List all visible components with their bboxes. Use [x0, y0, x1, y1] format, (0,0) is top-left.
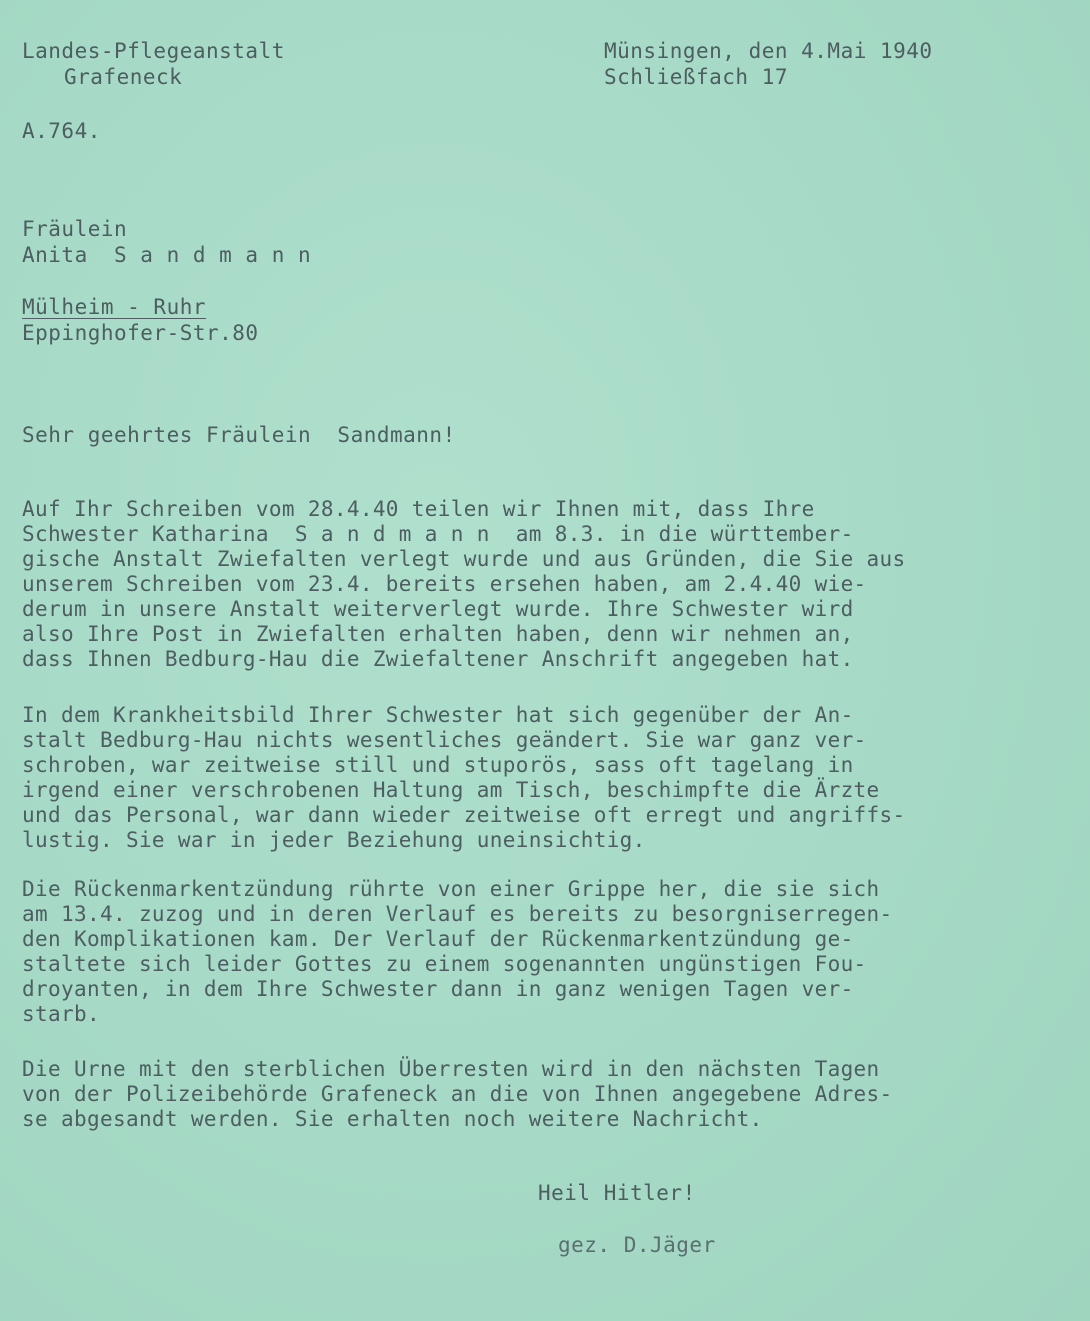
paragraph-line: dass Ihnen Bedburg-Hau die Zwiefaltener Anschrift angegeben hat.	[22, 647, 854, 671]
paragraph-line: derum in unsere Anstalt weiterverlegt wurde. Ihre Schwester wird	[22, 597, 854, 621]
paragraph-line: unserem Schreiben vom 23.4. bereits ersehen haben, am 2.4.40 wie-	[22, 572, 867, 596]
paragraph-line: und das Personal, war dann wieder zeitweise oft erregt und angriffs-	[22, 803, 906, 827]
paragraph-line: Die Rückenmarkentzündung rührte von einer Grippe her, die sie sich	[22, 877, 880, 901]
paragraph-line: von der Polizeibehörde Grafeneck an die von Ihnen angegebene Adres-	[22, 1082, 893, 1106]
paragraph-line: gische Anstalt Zwiefalten verlegt wurde und aus Gründen, die Sie aus	[22, 547, 906, 571]
paragraph-line: stalt Bedburg-Hau nichts wesentliches geändert. Sie war ganz ver-	[22, 728, 867, 752]
sender-line-2: Grafeneck	[64, 65, 183, 89]
paragraph-line: staltete sich leider Gottes zu einem sogenannten ungünstigen Fou-	[22, 952, 867, 976]
recipient-title: Fräulein	[22, 217, 128, 241]
recipient-street: Eppinghofer-Str.80	[22, 321, 259, 345]
paragraph-line: irgend einer verschrobenen Haltung am Tisch, beschimpfte die Ärzte	[22, 778, 880, 802]
place-date: Münsingen, den 4.Mai 1940	[604, 39, 933, 63]
paragraph-line: also Ihre Post in Zwiefalten erhalten haben, denn wir nehmen an,	[22, 622, 854, 646]
closing: Heil Hitler!	[538, 1181, 696, 1205]
greeting: Sehr geehrtes Fräulein Sandmann!	[22, 423, 456, 447]
paragraph-line: droyanten, in dem Ihre Schwester dann in ganz wenigen Tagen ver-	[22, 977, 854, 1001]
paragraph-line: se abgesandt werden. Sie erhalten noch weitere Nachricht.	[22, 1107, 763, 1131]
paragraph-line: In dem Krankheitsbild Ihrer Schwester hat sich gegenüber der An-	[22, 703, 854, 727]
recipient-name: Anita S a n d m a n n	[22, 243, 312, 267]
paragraph-line: lustig. Sie war in jeder Beziehung uneinsichtig.	[22, 828, 646, 852]
paragraph-line: starb.	[22, 1002, 100, 1026]
paragraph-line: am 13.4. zuzog und in deren Verlauf es bereits zu besorgniserregen-	[22, 902, 893, 926]
sender-line-1: Landes-Pflegeanstalt	[22, 39, 285, 63]
paragraph-line: Schwester Katharina S a n d m a n n am 8.3. in die württember-	[22, 522, 854, 546]
paragraph-line: den Komplikationen kam. Der Verlauf der Rückenmarkentzündung ge-	[22, 927, 854, 951]
po-box: Schließfach 17	[604, 65, 789, 89]
recipient-city: Mülheim - Ruhr	[22, 295, 207, 319]
reference-number: A.764.	[22, 119, 101, 143]
paragraph-line: Die Urne mit den sterblichen Überresten wird in den nächsten Tagen	[22, 1057, 880, 1081]
signature: gez. D.Jäger	[558, 1233, 716, 1257]
paragraph-line: schroben, war zeitweise still und stuporös, sass oft tagelang in	[22, 753, 854, 777]
paragraph-line: Auf Ihr Schreiben vom 28.4.40 teilen wir Ihnen mit, dass Ihre	[22, 497, 815, 521]
